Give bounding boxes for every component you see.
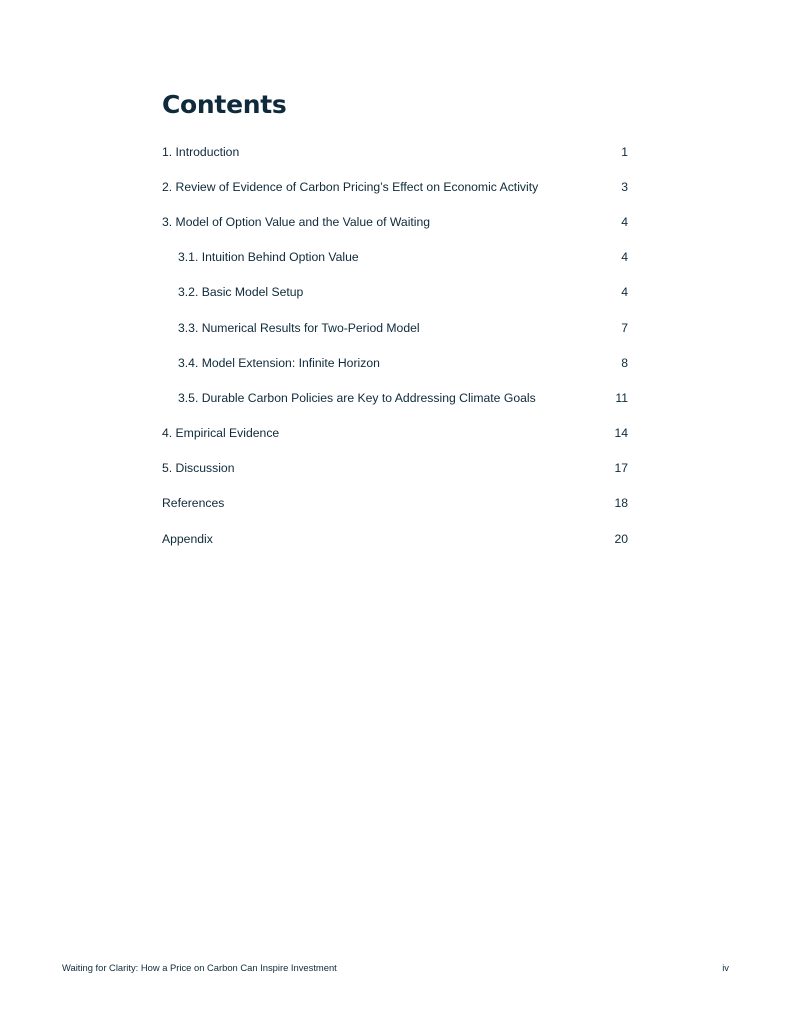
toc-entry-page: 3 [621,179,628,194]
toc-entry-page: 4 [621,250,628,265]
toc-entry-page: 20 [614,531,628,546]
toc-entry-page: 14 [614,426,628,441]
toc-entry-model-of-option-value[interactable] [162,204,630,239]
toc-entry-label: 4. Empirical Evidence [162,426,280,441]
table-of-contents [162,134,630,556]
footer-page-number: iv [722,962,729,973]
toc-entry-label: 3. Model of Option Value and the Value of Waiting [162,214,431,229]
page-title: Contents [162,90,287,119]
toc-entry-empirical-evidence[interactable] [162,416,630,451]
toc-entry-model-extension[interactable] [162,345,630,380]
toc-entry-page: 1 [621,144,628,159]
toc-entry-page: 11 [615,390,628,405]
toc-entry-label: 3.5. Durable Carbon Policies are Key to Addressing Climate Goals [178,390,536,405]
toc-entry-label: 3.4. Model Extension: Infinite Horizon [178,355,380,370]
toc-entry-durable-carbon-policies[interactable] [162,380,630,415]
toc-entry-label: 3.2. Basic Model Setup [178,285,304,300]
toc-entry-label: 5. Discussion [162,461,235,476]
toc-entry-review-of-evidence[interactable] [162,169,630,204]
toc-entry-label: 3.1. Intuition Behind Option Value [178,250,359,265]
toc-entry-label: 1. Introduction [162,144,240,159]
toc-entry-page: 17 [614,461,628,476]
toc-entry-label: 2. Review of Evidence of Carbon Pricing’s Effect on Economic Activity [162,179,539,194]
toc-entry-page: 4 [621,285,628,300]
toc-entry-intuition-behind-option-value[interactable] [162,240,630,275]
toc-entry-page: 8 [621,355,628,370]
toc-entry-basic-model-setup[interactable] [162,275,630,310]
toc-entry-page: 18 [614,496,628,511]
toc-entry-appendix[interactable] [162,521,630,556]
toc-entry-references[interactable] [162,486,630,521]
toc-entry-page: 7 [621,320,628,335]
footer-document-title: Waiting for Clarity: How a Price on Carbon Can Inspire Investment [62,962,337,973]
toc-entry-introduction[interactable] [162,134,630,169]
toc-entry-label: 3.3. Numerical Results for Two-Period Model [178,320,420,335]
toc-entry-label: Appendix [162,531,213,546]
toc-entry-numerical-results[interactable] [162,310,630,345]
toc-entry-discussion[interactable] [162,451,630,486]
toc-entry-label: References [162,496,225,511]
toc-entry-page: 4 [621,214,628,229]
